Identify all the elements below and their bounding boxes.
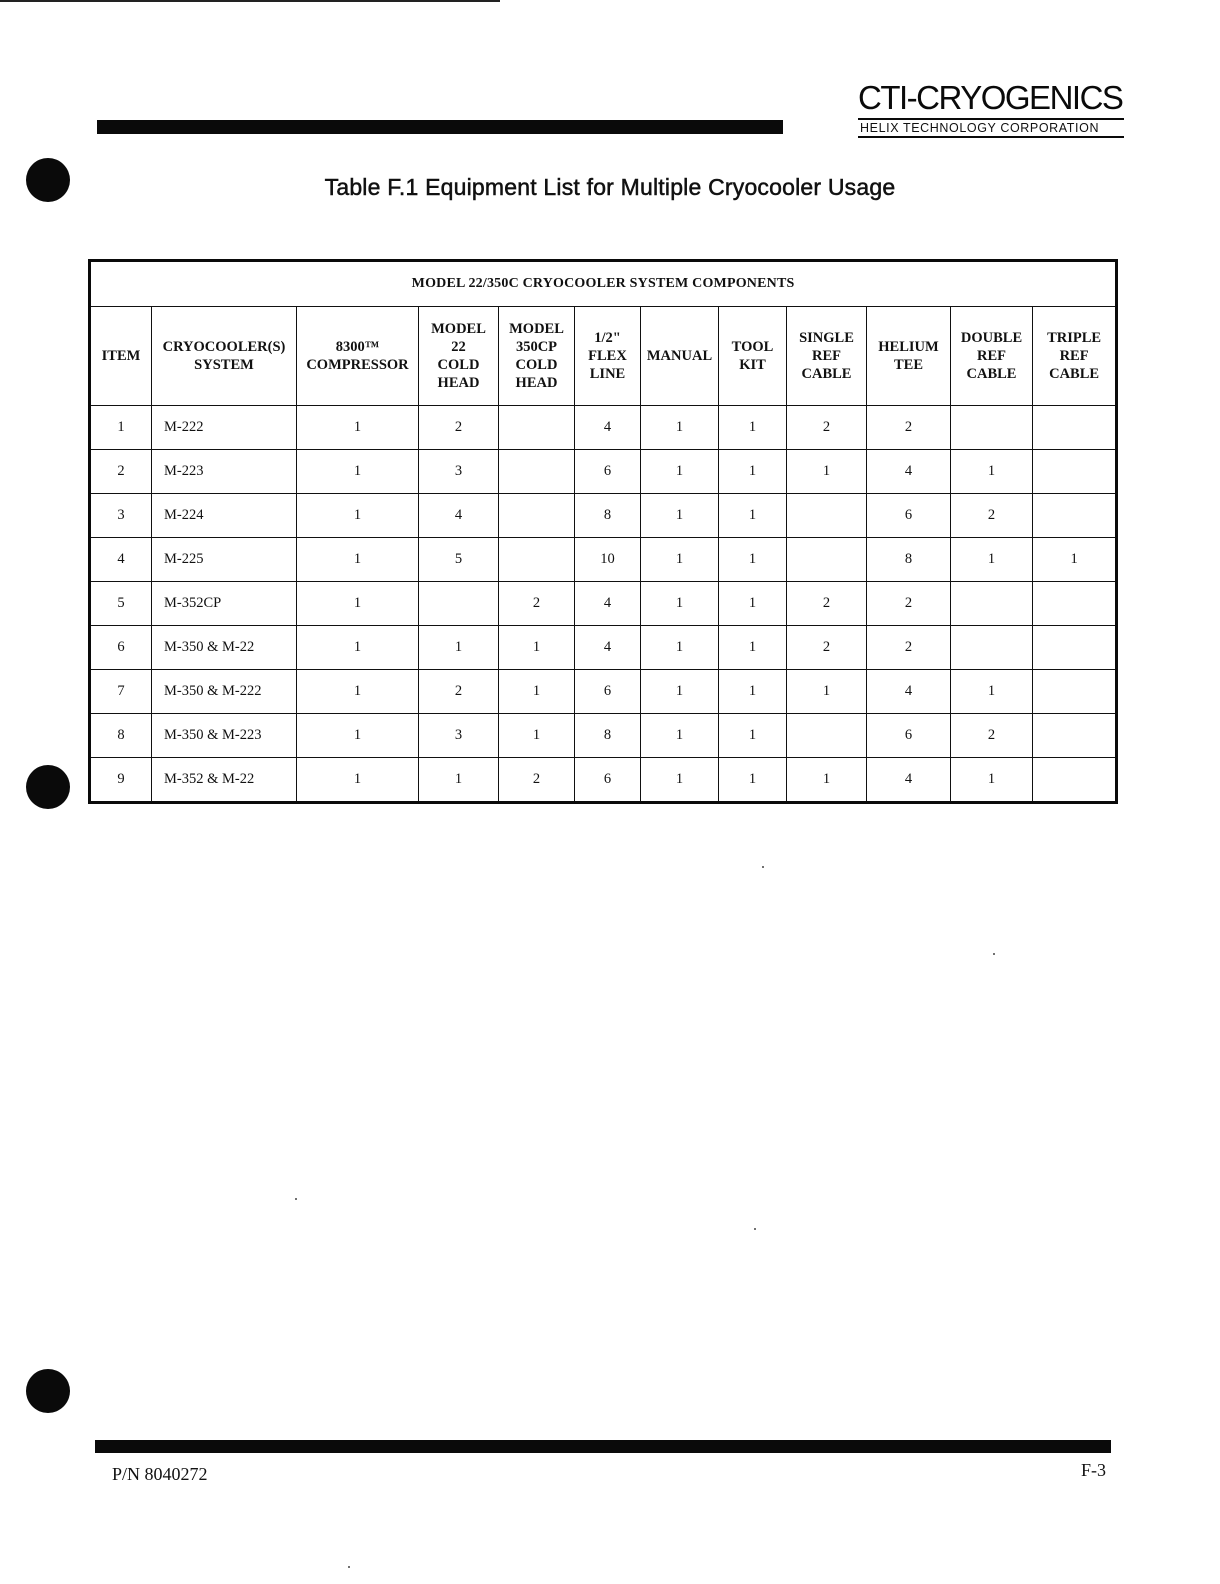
quantity-cell: 4: [575, 626, 641, 670]
footer-rule: [95, 1440, 1111, 1453]
column-header-line: HEAD: [515, 375, 558, 391]
column-header-line: SYSTEM: [194, 357, 254, 373]
equipment-table-container: [88, 259, 1118, 804]
quantity-cell: 1: [951, 670, 1033, 714]
column-header-line: KIT: [739, 357, 766, 373]
quantity-cell: 4: [867, 670, 951, 714]
column-header: [719, 307, 787, 406]
quantity-cell: [419, 582, 499, 626]
item-cell: 6: [90, 626, 152, 670]
quantity-cell: 8: [867, 538, 951, 582]
quantity-cell: 1: [419, 626, 499, 670]
quantity-cell: 1: [297, 626, 419, 670]
quantity-cell: [1033, 406, 1117, 450]
quantity-cell: 1: [297, 494, 419, 538]
column-header-line: MANUAL: [646, 348, 713, 364]
quantity-cell: 2: [867, 626, 951, 670]
column-header: [499, 307, 575, 406]
quantity-cell: 6: [867, 714, 951, 758]
column-header: [90, 307, 152, 406]
quantity-cell: 3: [419, 450, 499, 494]
quantity-cell: [499, 538, 575, 582]
quantity-cell: [499, 494, 575, 538]
page-title: Table F.1 Equipment List for Multiple Cryocooler Usage: [324, 174, 896, 200]
column-header: [867, 307, 951, 406]
column-header-line: COLD: [437, 357, 480, 373]
item-cell: 8: [90, 714, 152, 758]
quantity-cell: [1033, 714, 1117, 758]
column-header-line: DOUBLE: [960, 330, 1023, 346]
quantity-cell: 1: [641, 626, 719, 670]
logo-wordmark: CTI-CRYOGENICS: [858, 79, 1123, 116]
quantity-cell: 1: [297, 406, 419, 450]
quantity-cell: 1: [297, 714, 419, 758]
column-header-line: CRYOCOOLER(S): [162, 339, 286, 355]
column-header: [951, 307, 1033, 406]
table-row: [90, 406, 1117, 450]
table-caption: MODEL 22/350C CRYOCOOLER SYSTEM COMPONENTS: [90, 261, 1117, 307]
system-cell: M-224: [152, 494, 297, 538]
equipment-table: [88, 259, 1118, 804]
quantity-cell: 1: [297, 582, 419, 626]
column-header-line: FLEX: [588, 348, 627, 364]
quantity-cell: 1: [719, 758, 787, 803]
system-cell: M-352CP: [152, 582, 297, 626]
quantity-cell: 4: [575, 406, 641, 450]
quantity-cell: 1: [641, 494, 719, 538]
quantity-cell: 1: [419, 758, 499, 803]
quantity-cell: [1033, 626, 1117, 670]
quantity-cell: 2: [787, 626, 867, 670]
column-header-line: HELIUM: [878, 339, 939, 355]
system-cell: M-222: [152, 406, 297, 450]
table-row: [90, 450, 1117, 494]
quantity-cell: 1: [719, 450, 787, 494]
table-row: [90, 582, 1117, 626]
column-header-line: COMPRESSOR: [306, 357, 409, 373]
item-cell: 5: [90, 582, 152, 626]
item-cell: 9: [90, 758, 152, 803]
quantity-cell: 8: [575, 494, 641, 538]
quantity-cell: 2: [419, 670, 499, 714]
column-header-line: CABLE: [801, 366, 852, 382]
quantity-cell: 2: [787, 406, 867, 450]
quantity-cell: [499, 450, 575, 494]
quantity-cell: 1: [499, 714, 575, 758]
item-cell: 1: [90, 406, 152, 450]
system-cell: M-223: [152, 450, 297, 494]
quantity-cell: 8: [575, 714, 641, 758]
quantity-cell: [1033, 758, 1117, 803]
quantity-cell: 1: [787, 670, 867, 714]
quantity-cell: 3: [419, 714, 499, 758]
table-row: [90, 494, 1117, 538]
part-number: P/N 8040272: [112, 1464, 208, 1484]
column-header: [575, 307, 641, 406]
scan-speck: [762, 866, 764, 868]
column-header-line: TRIPLE: [1047, 330, 1102, 346]
quantity-cell: [951, 406, 1033, 450]
column-header-line: HEAD: [437, 375, 480, 391]
scan-speck: [295, 1198, 297, 1200]
quantity-cell: 1: [719, 538, 787, 582]
quantity-cell: [1033, 450, 1117, 494]
quantity-cell: 2: [499, 582, 575, 626]
column-header-line: REF: [812, 348, 841, 364]
quantity-cell: 1: [719, 626, 787, 670]
table-body: [90, 406, 1117, 803]
column-header-line: CABLE: [966, 366, 1017, 382]
column-header: [1033, 307, 1117, 406]
table-row: [90, 758, 1117, 803]
header-rule: [97, 120, 783, 134]
quantity-cell: 5: [419, 538, 499, 582]
page-top-edge: [0, 0, 500, 2]
quantity-cell: 4: [419, 494, 499, 538]
scan-speck: [754, 1228, 756, 1230]
quantity-cell: 2: [787, 582, 867, 626]
column-header-line: 22: [451, 339, 466, 355]
quantity-cell: 10: [575, 538, 641, 582]
table-row: [90, 538, 1117, 582]
quantity-cell: 1: [719, 582, 787, 626]
system-cell: M-225: [152, 538, 297, 582]
quantity-cell: [787, 494, 867, 538]
quantity-cell: 1: [297, 670, 419, 714]
quantity-cell: 1: [641, 670, 719, 714]
column-header: [641, 307, 719, 406]
quantity-cell: 2: [419, 406, 499, 450]
system-cell: M-350 & M-22: [152, 626, 297, 670]
quantity-cell: 1: [951, 450, 1033, 494]
quantity-cell: 2: [867, 406, 951, 450]
quantity-cell: 1: [719, 670, 787, 714]
quantity-cell: 1: [499, 626, 575, 670]
quantity-cell: 2: [951, 714, 1033, 758]
quantity-cell: [787, 538, 867, 582]
quantity-cell: 1: [297, 538, 419, 582]
quantity-cell: [1033, 670, 1117, 714]
quantity-cell: [951, 626, 1033, 670]
scan-speck: [348, 1566, 350, 1568]
column-header: [152, 307, 297, 406]
quantity-cell: 1: [641, 582, 719, 626]
quantity-cell: 4: [575, 582, 641, 626]
item-cell: 2: [90, 450, 152, 494]
item-cell: 4: [90, 538, 152, 582]
system-cell: M-350 & M-223: [152, 714, 297, 758]
quantity-cell: 1: [641, 714, 719, 758]
quantity-cell: [1033, 582, 1117, 626]
column-header-line: COLD: [515, 357, 558, 373]
quantity-cell: 2: [499, 758, 575, 803]
quantity-cell: 6: [867, 494, 951, 538]
binder-hole-middle: [26, 765, 70, 809]
table-row: [90, 670, 1117, 714]
column-header-line: LINE: [589, 366, 626, 382]
quantity-cell: [951, 582, 1033, 626]
column-header-line: MODEL: [509, 321, 564, 337]
quantity-cell: 1: [951, 758, 1033, 803]
column-header-line: 8300™: [335, 339, 380, 355]
table-header-row: [90, 307, 1117, 406]
page-number: F-3: [1080, 1460, 1106, 1480]
column-header-line: CABLE: [1049, 366, 1100, 382]
quantity-cell: 1: [719, 714, 787, 758]
column-header-line: REF: [977, 348, 1006, 364]
quantity-cell: 6: [575, 758, 641, 803]
column-header-line: MODEL: [431, 321, 486, 337]
logo-tagline: HELIX TECHNOLOGY CORPORATION: [858, 118, 1124, 138]
quantity-cell: [787, 714, 867, 758]
quantity-cell: 1: [641, 450, 719, 494]
quantity-cell: 6: [575, 450, 641, 494]
quantity-cell: 1: [641, 758, 719, 803]
column-header: [297, 307, 419, 406]
scan-speck: [993, 953, 995, 955]
quantity-cell: [499, 406, 575, 450]
company-logo: [858, 80, 1124, 138]
system-cell: M-350 & M-222: [152, 670, 297, 714]
table-row: [90, 626, 1117, 670]
column-header-line: TEE: [893, 357, 923, 373]
binder-hole-bottom: [26, 1369, 70, 1413]
quantity-cell: 1: [641, 538, 719, 582]
quantity-cell: 2: [867, 582, 951, 626]
quantity-cell: 1: [297, 758, 419, 803]
column-header: [419, 307, 499, 406]
column-header-line: TOOL: [731, 339, 774, 355]
quantity-cell: 1: [719, 406, 787, 450]
column-header-line: REF: [1059, 348, 1089, 364]
quantity-cell: 1: [787, 758, 867, 803]
column-header-line: 350CP: [515, 339, 558, 355]
quantity-cell: 1: [787, 450, 867, 494]
quantity-cell: [1033, 494, 1117, 538]
quantity-cell: 2: [951, 494, 1033, 538]
system-cell: M-352 & M-22: [152, 758, 297, 803]
quantity-cell: 1: [499, 670, 575, 714]
quantity-cell: 6: [575, 670, 641, 714]
quantity-cell: 1: [1033, 538, 1117, 582]
table-row: [90, 714, 1117, 758]
column-header-line: 1/2": [594, 330, 621, 346]
column-header: [787, 307, 867, 406]
column-header-line: SINGLE: [799, 330, 854, 346]
quantity-cell: 4: [867, 758, 951, 803]
quantity-cell: 1: [641, 406, 719, 450]
quantity-cell: 1: [719, 494, 787, 538]
quantity-cell: 1: [297, 450, 419, 494]
item-cell: 3: [90, 494, 152, 538]
quantity-cell: 1: [951, 538, 1033, 582]
quantity-cell: 4: [867, 450, 951, 494]
column-header-line: ITEM: [101, 348, 141, 364]
item-cell: 7: [90, 670, 152, 714]
